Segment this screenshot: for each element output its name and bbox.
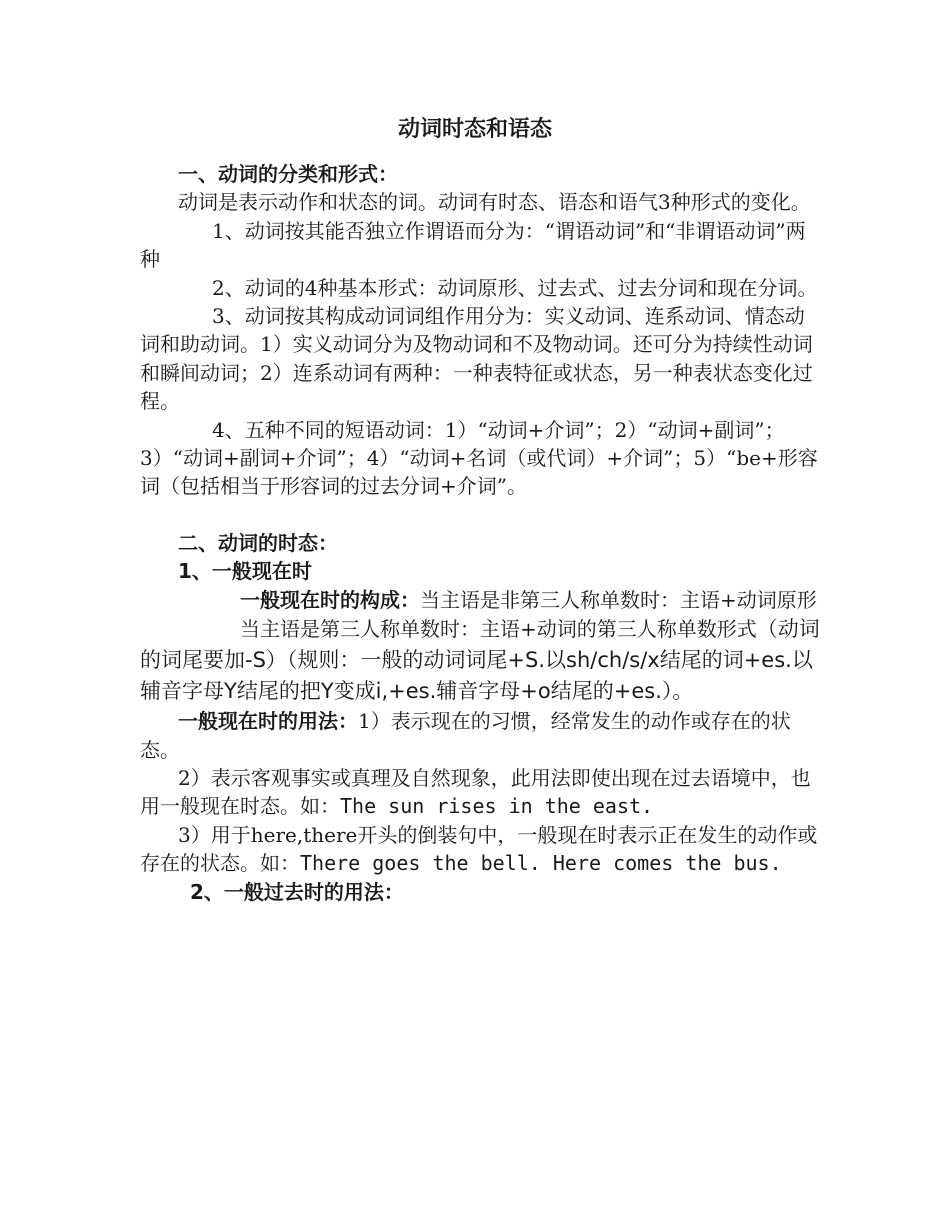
page-title: 动词时态和语态 xyxy=(397,117,552,142)
document-body xyxy=(140,160,820,906)
subsection-heading-present: 1、一般现在时 xyxy=(178,559,312,584)
present-usage-2 xyxy=(140,764,820,821)
section-1-item-3: 3、动词按其构成动词词组作用分为：实义动词、连系动词、情态动词和助动词。1）实义动词分为及物动词和不及物动词。还可分为持续性动词和瞬间动词；2）连系动词有两种：一种表特征或状态，另一种表状态变化过程。 xyxy=(140,304,813,414)
subsection-heading-past: 2、一般过去时的用法： xyxy=(190,879,404,904)
present-form-paragraph xyxy=(140,586,820,614)
section-heading-1: 一、动词的分类和形式： xyxy=(178,162,398,186)
present-usage-3-text: 3）用于here,there开头的倒装句中，一般现在时表示正在发生的动作或存在的状态。如： xyxy=(140,822,818,876)
present-usage-1 xyxy=(140,707,820,764)
present-form-rules: （动词的词尾要加-S）（规则：一般的动词词尾+S.以sh/ch/s/x结尾的词+es.以辅音字母Y结尾的把Y变成i,+es.辅音字母+o结尾的+es.）。 xyxy=(140,617,820,704)
section-heading-2: 二、动词的时态： xyxy=(178,530,338,555)
present-form-text-2: 当主语是第三人称单数时：主语+动词的第三人称单数形式 xyxy=(240,617,757,642)
present-usage-2-example: The sun rises in the east. xyxy=(340,794,654,819)
section-1-item-2: 2、动词的4种基本形式：动词原形、过去式、过去分词和现在分词。 xyxy=(212,275,818,300)
present-usage-label: 一般现在时的用法： xyxy=(178,709,358,734)
present-usage-3 xyxy=(140,821,820,878)
section-1-item-1: 1、动词按其能否独立作谓语而分为：“谓语动词”和“非谓语动词”两种 xyxy=(140,218,806,272)
present-usage-3-example: There goes the bell. Here comes the bus. xyxy=(300,851,782,876)
present-usage-1-text: 1）表示现在的习惯，经常发生的动作或存在的状态。 xyxy=(140,709,791,762)
present-usage-2-text: 2）表示客观事实或真理及自然现象，此用法即使出现在过去语境中，也用一般现在时态。如： xyxy=(140,765,811,819)
section-1-intro: 动词是表示动作和状态的词。动词有时态、语态和语气3种形式的变化。 xyxy=(178,190,811,215)
present-form-third-person xyxy=(140,614,820,707)
present-form-text-1: 当主语是非第三人称单数时：主语+动词原形 xyxy=(420,587,817,612)
present-form-label: 一般现在时的构成： xyxy=(240,587,420,612)
paragraph-gap xyxy=(140,501,820,529)
section-1-item-4: 4、五种不同的短语动词：1）“动词+介词”；2）“动词+副词”；3）“动词+副词+介词”；4）“动词+名词（或代词）+介词”；5）“be+形容词（包括相当于形容词的过去分词+介词”。 xyxy=(140,417,818,499)
